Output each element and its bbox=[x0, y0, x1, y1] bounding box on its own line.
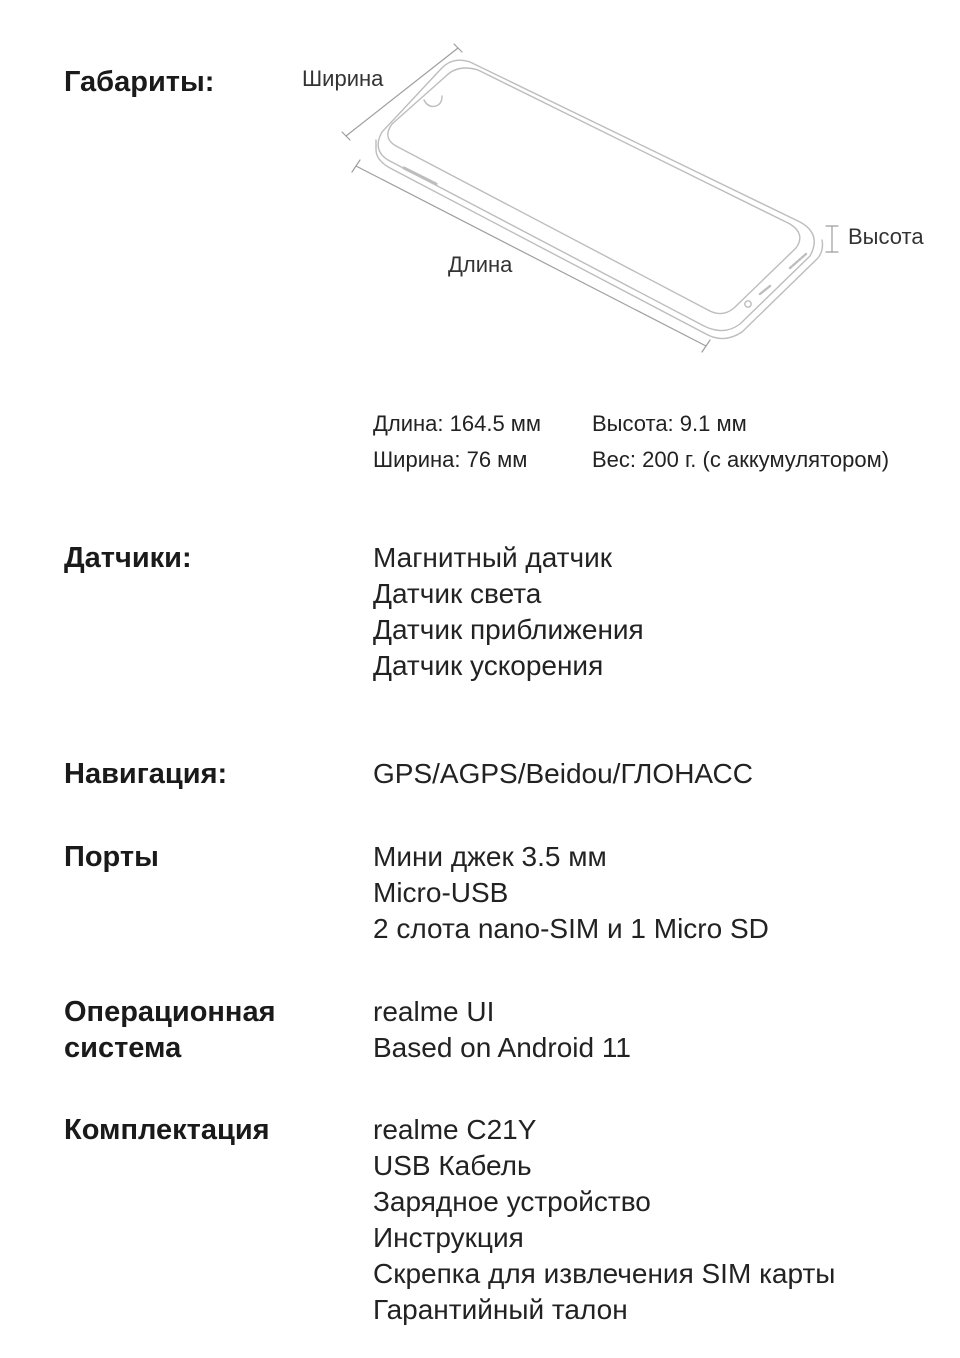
list-item: Зарядное устройство bbox=[373, 1186, 651, 1217]
list-item: Micro-USB bbox=[373, 877, 509, 908]
height-spec: Высота: 9.1 мм bbox=[592, 411, 747, 436]
sensors-list bbox=[373, 540, 644, 684]
list-item: USB Кабель bbox=[373, 1150, 532, 1181]
navigation-list bbox=[373, 756, 753, 792]
dimensions-left-column bbox=[373, 406, 541, 478]
width-dimension-line bbox=[346, 48, 458, 136]
ports-list bbox=[373, 839, 769, 947]
length-dimension-line bbox=[356, 166, 706, 346]
list-item: Гарантийный талон bbox=[373, 1294, 628, 1325]
weight-spec: Вес: 200 г. (с аккумулятором) bbox=[592, 447, 890, 472]
list-item: GPS/AGPS/Beidou/ГЛОНАСС bbox=[373, 758, 753, 789]
os-heading-line2: система bbox=[64, 1032, 182, 1064]
width-spec: Ширина: 76 мм bbox=[373, 447, 528, 472]
list-item: Датчик приближения bbox=[373, 614, 644, 645]
length-label: Длина bbox=[448, 252, 513, 277]
list-item: Датчик ускорения bbox=[373, 650, 604, 681]
os-heading-line1: Операционная bbox=[64, 996, 276, 1028]
length-spec: Длина: 164.5 мм bbox=[373, 411, 542, 436]
usb-port bbox=[760, 286, 770, 294]
sensors-heading: Датчики: bbox=[64, 542, 192, 574]
list-item: Датчик света bbox=[373, 578, 542, 609]
speaker-grille bbox=[790, 254, 806, 268]
ports-heading: Порты bbox=[64, 841, 159, 873]
dimensions-right-column bbox=[592, 406, 889, 478]
camera-notch bbox=[424, 96, 442, 106]
list-item: Мини джек 3.5 мм bbox=[373, 841, 607, 872]
list-item: realme C21Y bbox=[373, 1114, 537, 1145]
width-label: Ширина bbox=[302, 66, 384, 91]
side-button bbox=[404, 168, 436, 184]
os-heading bbox=[64, 994, 276, 1066]
list-item: realme UI bbox=[373, 996, 495, 1027]
dimensions-heading: Габариты: bbox=[64, 66, 215, 98]
package-heading: Комплектация bbox=[64, 1114, 270, 1146]
list-item: Инструкция bbox=[373, 1222, 524, 1253]
phone-dimensions-diagram bbox=[0, 0, 960, 380]
navigation-heading: Навигация: bbox=[64, 758, 228, 790]
headphone-port bbox=[745, 301, 751, 307]
list-item: Based on Android 11 bbox=[373, 1032, 631, 1063]
list-item: 2 слота nano-SIM и 1 Micro SD bbox=[373, 913, 769, 944]
height-label: Высота bbox=[848, 224, 924, 249]
package-list bbox=[373, 1112, 835, 1328]
list-item: Скрепка для извлечения SIM карты bbox=[373, 1258, 836, 1289]
list-item: Магнитный датчик bbox=[373, 542, 612, 573]
os-list bbox=[373, 994, 631, 1066]
